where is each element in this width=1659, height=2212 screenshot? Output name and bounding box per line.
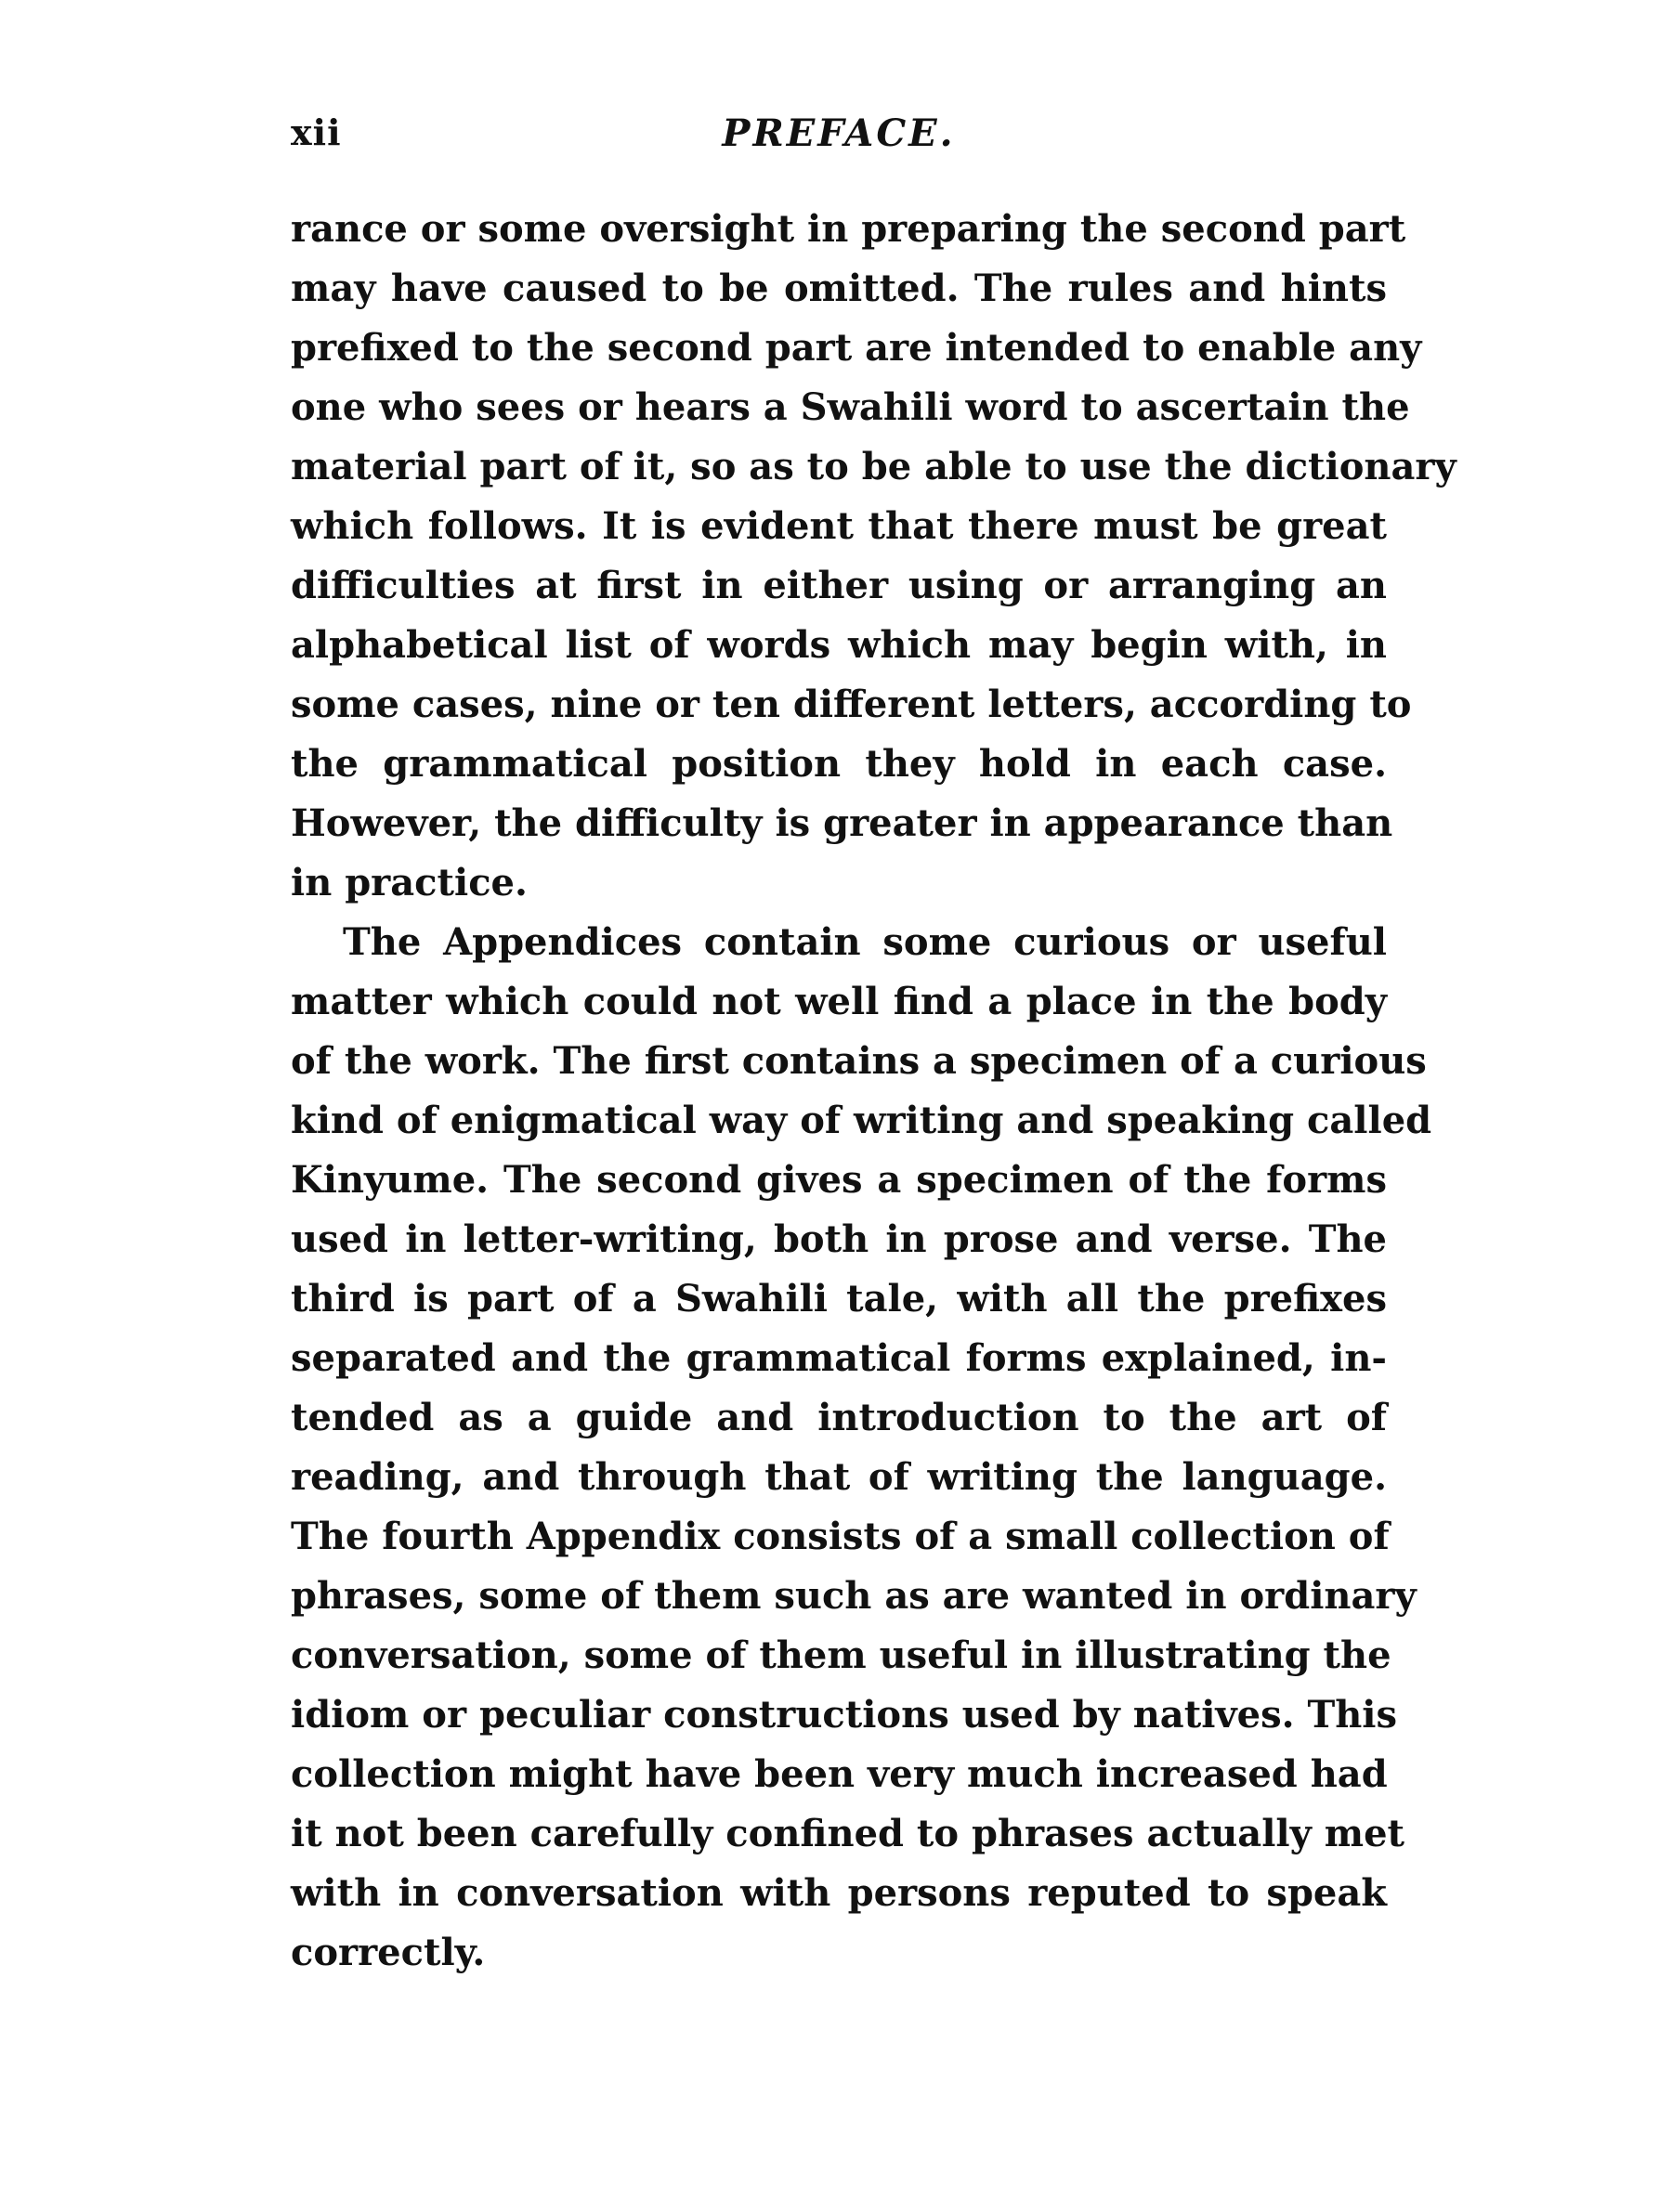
text-line: in practice.	[291, 861, 528, 904]
text-line: one who sees or hears a Swahili word to ascertain the	[291, 385, 1410, 429]
text-line: conversation, some of them useful in illustrating the	[291, 1633, 1391, 1677]
text-line: idiom or peculiar constructions used by natives. This	[291, 1693, 1398, 1737]
text-line: The Appendices contain some curious or useful	[343, 920, 1387, 964]
paragraph-1	[291, 200, 1457, 913]
running-head	[291, 111, 1387, 167]
text-line: The fourth Appendix consists of a small collection of	[291, 1515, 1390, 1558]
text-line: prefixed to the second part are intended to enable any	[291, 326, 1422, 370]
text-line: some cases, nine or ten different letters, according to	[291, 683, 1412, 726]
text-line: alphabetical list of words which may begin with, in	[291, 623, 1387, 667]
text-line: collection might have been very much increased had	[291, 1752, 1388, 1796]
text-line: which follows. It is evident that there must be great	[291, 504, 1387, 548]
text-line: matter which could not well find a place in the body	[291, 980, 1387, 1023]
text-line: material part of it, so as to be able to use the dictionary	[291, 445, 1457, 488]
text-line: However, the difficulty is greater in appearance than	[291, 801, 1393, 845]
text-line: Kinyume. The second gives a specimen of the forms	[291, 1158, 1387, 1202]
text-line: reading, and through that of writing the language.	[291, 1455, 1387, 1499]
text-line: used in letter-writing, both in prose and verse. The	[291, 1217, 1387, 1261]
text-line: correctly.	[291, 1931, 486, 1974]
text-line: kind of enigmatical way of writing and speaking called	[291, 1099, 1432, 1142]
text-line: separated and the grammatical forms explained, in-	[291, 1336, 1387, 1380]
text-line: third is part of a Swahili tale, with all the prefixes	[291, 1277, 1387, 1321]
body-text	[291, 200, 1457, 1983]
page-number: xii	[291, 111, 342, 153]
running-title: PREFACE.	[722, 111, 956, 155]
paragraph-2	[291, 913, 1432, 1983]
text-line: may have caused to be omitted. The rules and hints	[291, 267, 1387, 310]
text-line: with in conversation with persons reputed to speak	[291, 1871, 1387, 1915]
text-line: of the work. The first contains a specimen of a curious	[291, 1039, 1427, 1083]
text-line: it not been carefully confined to phrases actually met	[291, 1812, 1405, 1855]
text-line: rance or some oversight in preparing the second part	[291, 207, 1406, 251]
text-line: the grammatical position they hold in each case.	[291, 742, 1387, 786]
text-line: difficulties at first in either using or arranging an	[291, 564, 1387, 607]
text-line: phrases, some of them such as are wanted in ordinary	[291, 1574, 1417, 1618]
text-line: tended as a guide and introduction to the art of	[291, 1396, 1387, 1439]
